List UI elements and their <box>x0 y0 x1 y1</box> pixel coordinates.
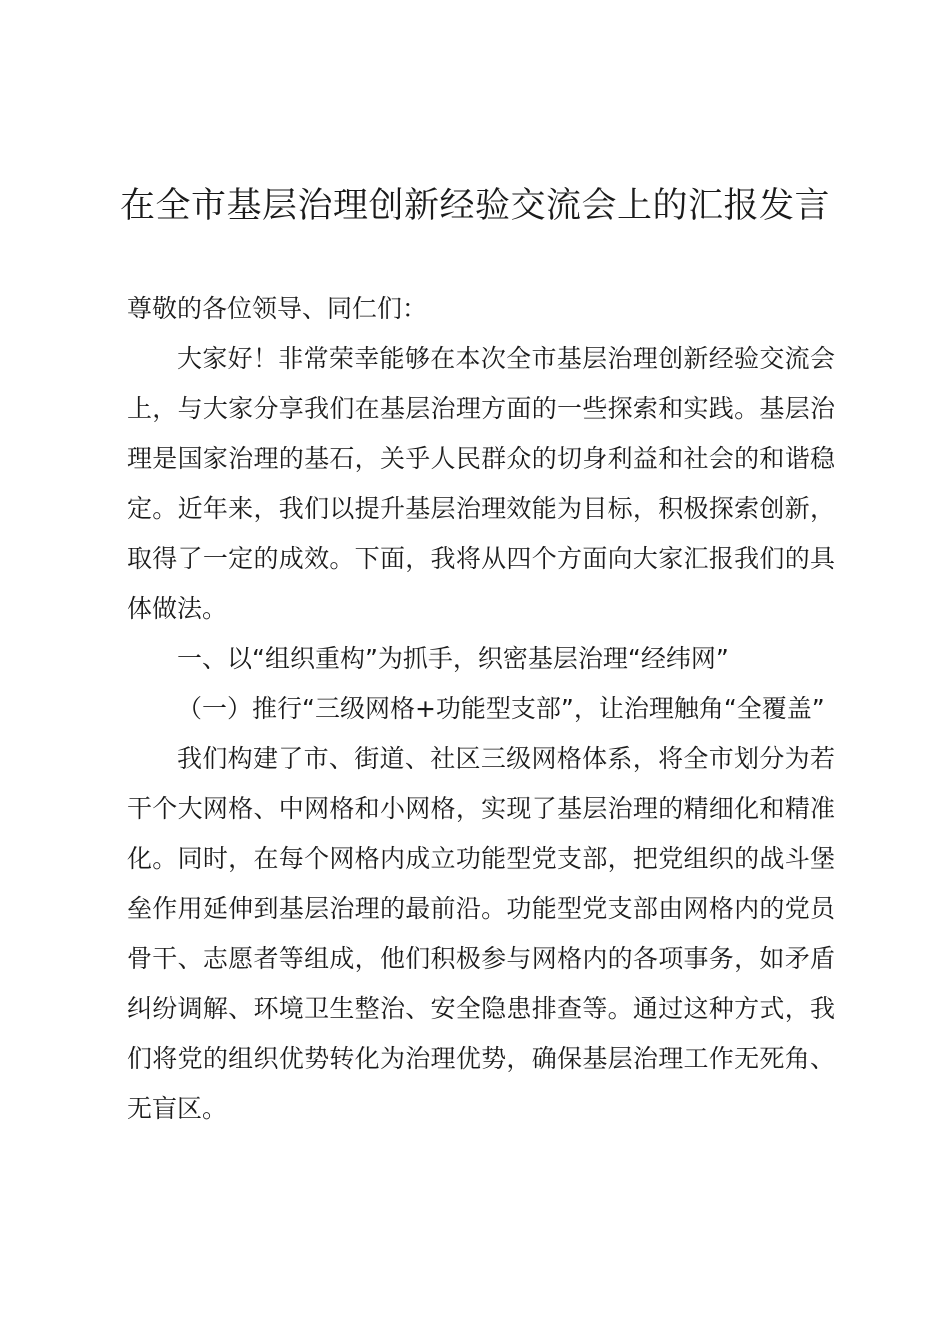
salutation: 尊敬的各位领导、同仁们： <box>127 294 428 323</box>
subsection-heading-1-1: （一）推行“三级网格+功能型支部”，让治理触角“全覆盖” <box>177 694 825 723</box>
document-body <box>127 284 835 1134</box>
paragraph-grid-system: 我们构建了市、街道、社区三级网格体系，将全市划分为若干个大网格、中网格和小网格，实现了基层治理的精细化和精准化。同时，在每个网格内成立功能型党支部，把党组织的战斗堡垒作用延伸到基层治理的最前沿。功能型党支部由网格内的党员骨干、志愿者等组成，他们积极参与网格内的各项事务，如矛盾纠纷调解、环境卫生整治、安全隐患排查等。通过这种方式，我们将党的组织优势转化为治理优势，确保基层治理工作无死角、无盲区。 <box>127 744 835 1123</box>
section-heading-1: 一、以“组织重构”为抓手，织密基层治理“经纬网” <box>177 644 729 673</box>
document-title: 在全市基层治理创新经验交流会上的汇报发言 <box>119 186 830 226</box>
paragraph-intro: 大家好！非常荣幸能够在本次全市基层治理创新经验交流会上，与大家分享我们在基层治理方面的一些探索和实践。基层治理是国家治理的基石，关乎人民群众的切身利益和社会的和谐稳定。近年来，我们以提升基层治理效能为目标，积极探索创新，取得了一定的成效。下面，我将从四个方面向大家汇报我们的具体做法。 <box>127 344 835 623</box>
